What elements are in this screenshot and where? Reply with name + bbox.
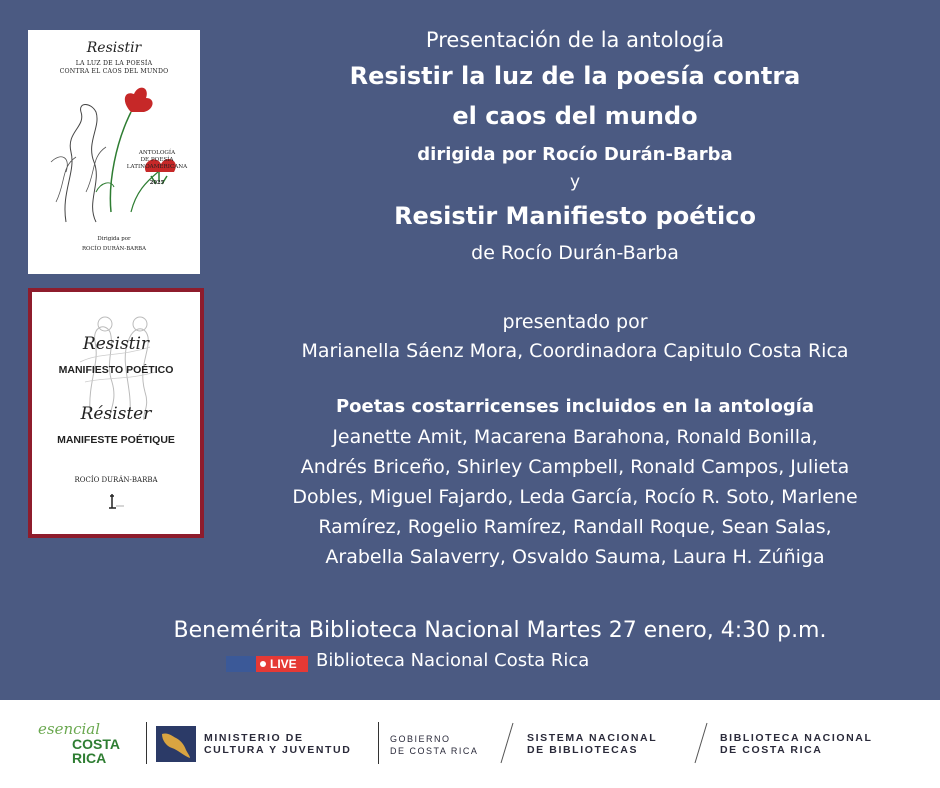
presented-by-label: presentado por xyxy=(502,311,648,333)
cover-subtitle-line1: LA LUZ DE LA POESÍA xyxy=(75,60,153,67)
cover-author: ROCÍO DURÁN-BARBA xyxy=(74,476,158,484)
cover-year: 2025 xyxy=(149,180,165,186)
presenter: Marianella Sáenz Mora, Coordinadora Capitulo Costa Rica xyxy=(301,340,849,362)
cover-anthology-label: ANTOLOGÍA DE POESÍA LATINOAMERICANA xyxy=(126,150,188,170)
anthology-title-line2: el caos del mundo xyxy=(452,102,698,130)
intro-line: Presentación de la antología xyxy=(425,28,725,52)
cover-subtitle-line2: CONTRA EL CAOS DEL MUNDO xyxy=(59,68,169,75)
biblioteca-nacional-label: BIBLIOTECA NACIONAL DE COSTA RICA xyxy=(720,732,873,756)
poets-line: Dobles, Miguel Fajardo, Leda García, Rocío R. Soto, Marlene xyxy=(292,486,858,508)
facebook-icon xyxy=(226,656,256,672)
cover-directed-by: Dirigida por xyxy=(97,236,131,242)
poets-line: Andrés Briceño, Shirley Campbell, Ronald Campos, Julieta xyxy=(300,456,850,478)
facebook-live-badge xyxy=(226,654,310,674)
poets-line: Arabella Salaverry, Osvaldo Sauma, Laura H. Zúñiga xyxy=(325,546,825,568)
poets-heading: Poetas costarricenses incluidos en la antología xyxy=(335,396,815,417)
venue-date-time: Benemérita Biblioteca Nacional Martes 27 enero, 4:30 p.m. xyxy=(173,618,827,643)
poets-line: Jeanette Amit, Macarena Barahona, Ronald Bonilla, xyxy=(332,426,818,448)
cover-author: ROCÍO DURÁN-BARBA xyxy=(82,246,146,252)
directed-by-line: dirigida por Rocío Durán-Barba xyxy=(417,144,733,165)
sistema-bibliotecas-label: SISTEMA NACIONAL DE BIBLIOTECAS xyxy=(527,732,658,756)
stream-channel: Biblioteca Nacional Costa Rica xyxy=(316,650,590,671)
sponsor-footer xyxy=(0,700,940,788)
divider xyxy=(378,722,379,764)
anthology-title-line1: Resistir la luz de la poesía contra xyxy=(349,62,801,90)
costa-rica-map-emblem-icon xyxy=(156,726,196,762)
conjunction: y xyxy=(569,172,581,192)
manifesto-title: Resistir Manifiesto poético xyxy=(394,202,756,230)
cover-title-spanish: Resistir xyxy=(82,334,150,354)
ministerio-cultura-label: MINISTERIO DE CULTURA Y JUVENTUD xyxy=(204,732,352,756)
esencial-costa-rica-logo: esencial COSTA RICA xyxy=(38,720,120,766)
live-label: LIVE xyxy=(270,657,297,671)
manifesto-author: de Rocío Durán-Barba xyxy=(471,242,679,264)
cover-title-french: Résister xyxy=(80,404,152,424)
poets-line: Ramírez, Rogelio Ramírez, Randall Roque, Sean Salas, xyxy=(318,516,832,538)
cover-title: Resistir xyxy=(86,40,142,56)
cover-subtitle-french: MANIFESTE POÉTIQUE xyxy=(57,434,175,446)
publisher-logo-icon xyxy=(104,492,128,512)
manifesto-book-cover xyxy=(28,288,204,538)
divider xyxy=(146,722,147,764)
divider xyxy=(694,722,708,764)
cover-subtitle-spanish: MANIFIESTO POÉTICO xyxy=(58,364,174,376)
gobierno-costa-rica-label: GOBIERNO DE COSTA RICA xyxy=(390,734,479,756)
live-dot-icon xyxy=(260,661,266,667)
divider xyxy=(500,722,514,764)
anthology-book-cover xyxy=(28,30,200,274)
